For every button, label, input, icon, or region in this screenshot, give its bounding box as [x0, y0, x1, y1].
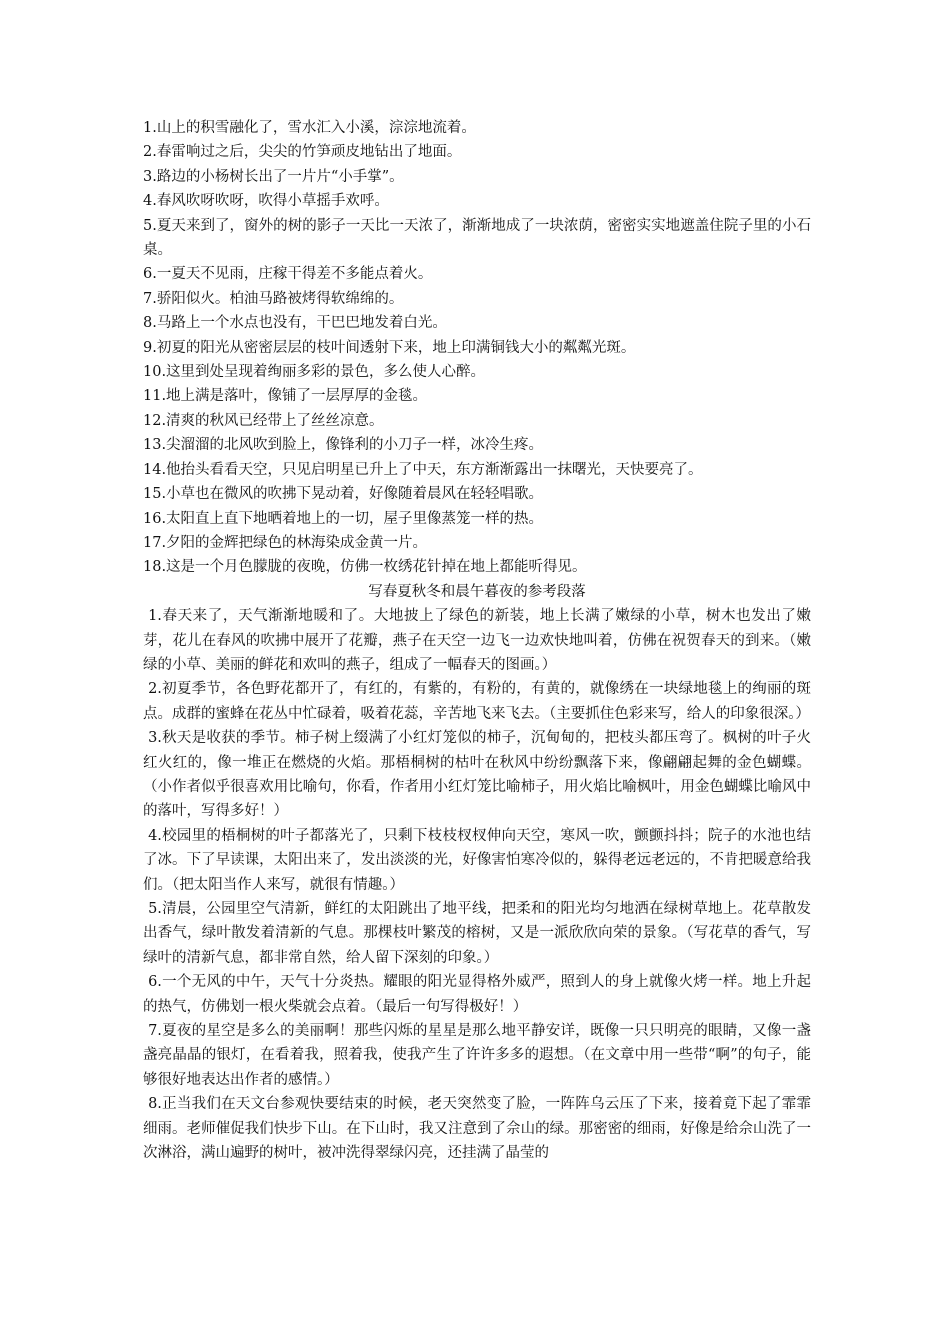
- document-page: [143, 116, 811, 1165]
- sentence-item: 8.马路上一个水点也没有，干巴巴地发着白光。: [143, 315, 447, 332]
- sentence-item: 5.夏天来到了，窗外的树的影子一天比一天浓了，渐渐地成了一块浓荫，密密实实地遮盖住院子里的小石桌。: [143, 217, 811, 259]
- sentence-item: 4.春风吹呀吹呀，吹得小草摇手欢呼。: [143, 193, 389, 210]
- sentence-item: 18.这是一个月色朦胧的夜晚，仿佛一枚绣花针掉在地上都能听得见。: [143, 559, 587, 576]
- paragraph: 2.初夏季节，各色野花都开了，有红的，有紫的，有粉的，有黄的，就像绣在一块绿地毯上的绚丽的斑点。成群的蜜蜂在花丛中忙碌着，吸着花蕊，辛苦地飞来飞去。（主要抓住色彩来写，给人的印象很深。）: [143, 681, 811, 722]
- sentence-item: 14.他抬头看看天空，只见启明星已升上了中天，东方渐渐露出一抹曙光，天快要亮了。: [143, 461, 703, 478]
- sentence-item: 6.一夏天不见雨，庄稼干得差不多能点着火。: [143, 266, 433, 283]
- sentence-item: 9.初夏的阳光从密密层层的枝叶间透射下来，地上印满铜钱大小的粼粼光斑。: [143, 339, 636, 356]
- paragraph: 8.正当我们在天文台参观快要结束的时候，老天突然变了脸，一阵阵乌云压了下来，接着竟下起了霏霏细雨。老师催促我们快步下山。在下山时，我又注意到了佘山的绿。那密密的细雨，好像是给佘山洗了一次淋浴，满山遍野的树叶，被冲洗得翠绿闪亮，还挂满了晶莹的: [143, 1096, 811, 1162]
- sentence-item: 16.太阳直上直下地晒着地上的一切，屋子里像蒸笼一样的热。: [143, 510, 544, 527]
- paragraph: 4.校园里的梧桐树的叶子都落光了，只剩下枝枝杈杈伸向天空，寒风一吹，颤颤抖抖；院子的水池也结了冰。下了早读课，太阳出来了，发出淡淡的光，好像害怕寒冷似的，躲得老远老远的，不肯把暖意给我们。（把太阳当作人来写，就很有情趣。）: [143, 827, 811, 893]
- sentence-item: 13.尖溜溜的北风吹到脸上，像锋利的小刀子一样，冰冷生疼。: [143, 437, 544, 454]
- paragraph: 3.秋天是收获的季节。柿子树上缀满了小红灯笼似的柿子，沉甸甸的，把枝头都压弯了。枫树的叶子火红火红的，像一堆正在燃烧的火焰。那梧桐树的枯叶在秋风中纷纷飘落下来，像翩翩起舞的金色蝴蝶。（小作者似乎很喜欢用比喻句，你看，作者用小红灯笼比喻柿子，用火焰比喻枫叶，用金色蝴蝶比喻风中的落叶，写得多好！）: [143, 730, 811, 820]
- sentence-item: 17.夕阳的金辉把绿色的林海染成金黄一片。: [143, 534, 428, 551]
- sentence-item: 3.路边的小杨树长出了一片片“小手掌”。: [143, 168, 404, 185]
- paragraph: 7.夏夜的星空是多么的美丽啊！那些闪烁的星星是那么地平静安详，既像一只只明亮的眼睛，又像一盏盏亮晶晶的银灯，在看着我，照着我，使我产生了许许多多的遐想。（在文章中用一些带“啊”的句子，能够很好地表达出作者的感情。）: [143, 1023, 811, 1088]
- sentence-item: 7.骄阳似火。柏油马路被烤得软绵绵的。: [143, 290, 404, 307]
- sentence-item: 15.小草也在微风的吹拂下晃动着，好像随着晨风在轻轻唱歌。: [143, 486, 544, 503]
- section-title: 写春夏秋冬和晨午暮夜的参考段落: [368, 583, 586, 600]
- paragraph: 5.清晨，公园里空气清新，鲜红的太阳跳出了地平线，把柔和的阳光均匀地洒在绿树草地上。花草散发出香气，绿叶散发着清新的气息。那棵枝叶繁茂的榕树，又是一派欣欣向荣的景象。（写花草的香气，写绿叶的清新气息，都非常自然，给人留下深刻的印象。）: [143, 901, 811, 966]
- sentence-item: 10.这里到处呈现着绚丽多彩的景色，多么使人心醉。: [143, 364, 486, 381]
- sentence-item: 11.地上满是落叶，像铺了一层厚厚的金毯。: [143, 388, 428, 405]
- sentence-item: 12.清爽的秋风已经带上了丝丝凉意。: [143, 412, 384, 429]
- sentence-item: 1.山上的积雪融化了，雪水汇入小溪，淙淙地流着。: [143, 120, 476, 136]
- paragraph: 6.一个无风的中午，天气十分炎热。耀眼的阳光显得格外威严，照到人的身上就像火烤一样。地上升起的热气，仿佛划一根火柴就会点着。（最后一句写得极好！）: [143, 974, 811, 1015]
- paragraph: 1.春天来了，天气渐渐地暖和了。大地披上了绿色的新装，地上长满了嫩绿的小草，树木也发出了嫩芽，花儿在春风的吹拂中展开了花瓣，燕子在天空一边飞一边欢快地叫着，仿佛在祝贺春天的到来。（嫩绿的小草、美丽的鲜花和欢叫的燕子，组成了一幅春天的图画。）: [143, 608, 811, 673]
- sentence-item: 2.春雷响过之后，尖尖的竹笋顽皮地钻出了地面。: [143, 144, 462, 161]
